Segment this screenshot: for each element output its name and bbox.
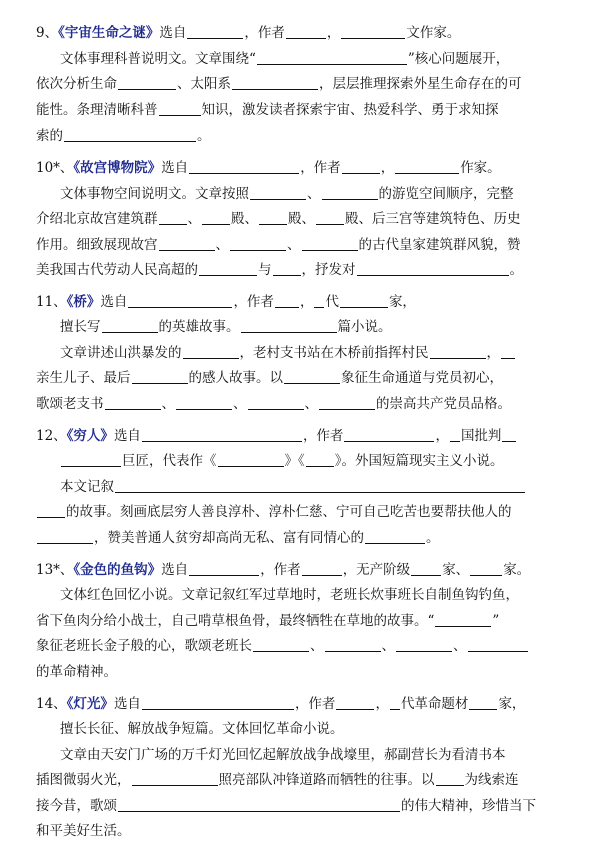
line-text: 家， — [388, 294, 416, 310]
line-text: ，作者 — [300, 160, 341, 176]
line-text: 。 — [197, 128, 211, 144]
text-line — [0, 72, 596, 96]
line-text: 擅长写 — [60, 319, 101, 335]
line-text: 的革命精神。 — [36, 664, 117, 680]
answer-blank[interactable] — [430, 343, 486, 359]
line-text: 的崇高共产党员品格。 — [376, 396, 511, 412]
text-line — [0, 717, 596, 741]
line-text: 。 — [509, 262, 523, 278]
answer-blank[interactable] — [132, 368, 188, 384]
line-text: 知识，激发读者探索宇宙、热爱科学、勇于求知探 — [201, 102, 499, 118]
line-text: 省下鱼肉分给小战士，自己啃草根鱼骨，最终牺牲在草地的故事。“ — [36, 613, 435, 629]
line-text: 国批判 — [460, 428, 502, 444]
line-text: ， — [326, 25, 341, 41]
line-text: 擅长长征、解放战争短篇。文体回忆革命小说。 — [60, 721, 344, 737]
line-text: 的感人故事。以 — [188, 370, 283, 386]
text-line — [0, 526, 596, 550]
text-line — [0, 768, 596, 792]
answer-blank[interactable] — [322, 184, 378, 200]
line-text: 选自 — [159, 25, 187, 41]
line-text: 文作家。 — [406, 25, 461, 41]
line-text: 、 — [381, 638, 395, 654]
answer-blank[interactable] — [159, 100, 201, 116]
answer-blank[interactable] — [411, 560, 441, 576]
text-line — [0, 743, 596, 767]
answer-blank[interactable] — [118, 796, 400, 812]
answer-blank[interactable] — [336, 694, 374, 710]
answer-blank[interactable] — [115, 477, 525, 493]
line-text: 、 — [453, 638, 467, 654]
line-text: ，抒发对 — [301, 262, 356, 278]
answer-blank[interactable] — [468, 636, 528, 652]
text-line — [0, 21, 596, 45]
line-text: 文章由天安门广场的万千灯光回忆起解放战争战壕里，郝副营长为看清书本 — [60, 747, 506, 763]
line-text: 介绍北京故宫建筑群 — [36, 211, 158, 227]
answer-blank[interactable] — [159, 235, 215, 251]
text-line — [0, 500, 596, 524]
text-line — [0, 182, 596, 206]
line-text: 代革命题材 — [400, 696, 469, 712]
line-text: 歌颂老支书 — [36, 396, 104, 412]
answer-blank[interactable] — [230, 235, 286, 251]
lesson-title: 《穷人》 — [66, 428, 114, 444]
answer-blank[interactable] — [365, 528, 425, 544]
line-text: 象征生命通道与党员初心， — [341, 370, 503, 386]
answer-blank[interactable] — [183, 343, 239, 359]
answer-blank[interactable] — [202, 209, 230, 225]
line-text: 、 — [307, 186, 321, 202]
answer-blank[interactable] — [390, 694, 400, 710]
line-text: 、 — [310, 638, 324, 654]
answer-blank[interactable] — [435, 611, 491, 627]
answer-blank[interactable] — [257, 49, 407, 65]
text-line — [0, 660, 596, 684]
answer-blank[interactable] — [189, 560, 259, 576]
answer-blank[interactable] — [102, 317, 158, 333]
line-text: 文体红色回忆小说。文章记叙红军过草地时，老班长炊事班长自制鱼钩钓鱼， — [60, 587, 519, 603]
answer-blank[interactable] — [286, 23, 326, 39]
line-text: ，作者 — [233, 294, 274, 310]
text-line — [0, 124, 596, 148]
answer-blank[interactable] — [314, 292, 324, 308]
line-text: 文体事理科普说明文。文章围绕“ — [60, 51, 256, 67]
lesson-title: 《灯光》 — [66, 696, 114, 712]
text-line — [0, 341, 596, 365]
line-text: 》《 — [284, 453, 305, 469]
line-text: 作用。细致展现故宫 — [36, 237, 158, 253]
line-text: 、 — [304, 396, 318, 412]
answer-blank[interactable] — [232, 74, 318, 90]
line-text: 代 — [325, 294, 339, 310]
line-text: ，赞美普通人贫穷却高尚无私、富有同情心的 — [94, 530, 364, 546]
answer-blank[interactable] — [342, 158, 380, 174]
line-text: 11、 — [36, 294, 67, 310]
text-line — [0, 392, 596, 416]
line-text: 、 — [233, 396, 247, 412]
line-text: 文章讲述山洪暴发的 — [60, 345, 182, 361]
line-text: 12、 — [36, 428, 67, 444]
line-text: 选自 — [113, 696, 141, 712]
line-text: 13*、 — [36, 562, 74, 578]
line-text: ， — [380, 160, 395, 176]
answer-blank[interactable] — [341, 23, 405, 39]
text-line — [0, 634, 596, 658]
lesson-title: 《故宫博物院》 — [73, 160, 162, 176]
answer-blank[interactable] — [142, 694, 294, 710]
line-text: 篇小说。 — [337, 319, 392, 335]
line-text: 依次分析生命 — [36, 76, 117, 92]
line-text: 接今昔，歌颂 — [36, 798, 117, 814]
line-text: 、 — [287, 237, 301, 253]
line-text: ，作者 — [244, 25, 285, 41]
answer-blank[interactable] — [128, 292, 232, 308]
text-line — [0, 98, 596, 122]
line-text: 的伟大精神，珍惜当下 — [401, 798, 536, 814]
answer-blank[interactable] — [436, 770, 464, 786]
line-text: 本文记叙 — [60, 479, 114, 495]
answer-blank[interactable] — [37, 502, 65, 518]
answer-blank[interactable] — [502, 426, 516, 442]
line-text: 选自 — [161, 160, 189, 176]
answer-blank[interactable] — [250, 184, 306, 200]
answer-blank[interactable] — [199, 260, 257, 276]
line-text: 家。 — [503, 562, 531, 578]
text-line — [0, 692, 596, 716]
text-line — [0, 449, 596, 473]
lesson-title: 《金色的鱼钩》 — [73, 562, 162, 578]
text-line — [0, 475, 596, 499]
line-text: ，层层推理探索外星生命存在的可 — [319, 76, 522, 92]
line-text: 殿、后三宫等建筑特色、历史 — [345, 211, 521, 227]
line-text: 、 — [161, 396, 175, 412]
line-text: 的英雄故事。 — [158, 319, 240, 335]
answer-blank[interactable] — [340, 292, 388, 308]
answer-blank[interactable] — [248, 394, 304, 410]
line-text: 选自 — [100, 294, 128, 310]
text-line — [0, 47, 596, 71]
text-line — [0, 290, 596, 314]
answer-blank[interactable] — [37, 528, 93, 544]
answer-blank[interactable] — [395, 158, 459, 174]
text-line — [0, 558, 596, 582]
line-text: ，作者 — [302, 428, 344, 444]
text-line — [0, 258, 596, 282]
answer-blank[interactable] — [306, 451, 334, 467]
answer-blank[interactable] — [469, 694, 497, 710]
line-text: ”核心问题展开， — [407, 51, 510, 67]
answer-blank[interactable] — [396, 636, 452, 652]
line-text: 的故事。刻画底层穷人善良淳朴、淳朴仁慈、宁可自己吃苦也要帮扶他人的 — [66, 504, 512, 520]
line-text: 亲生儿子、最后 — [36, 370, 131, 386]
text-line — [0, 424, 596, 448]
answer-blank[interactable] — [319, 394, 375, 410]
answer-blank[interactable] — [325, 636, 381, 652]
answer-blank[interactable] — [273, 260, 301, 276]
answer-blank[interactable] — [241, 317, 337, 333]
text-line — [0, 609, 596, 633]
line-text: 殿、 — [231, 211, 258, 227]
line-text: ， — [435, 428, 449, 444]
answer-blank[interactable] — [142, 426, 302, 442]
line-text: 》。外国短篇现实主义小说。 — [334, 453, 504, 469]
line-text: 殿、 — [288, 211, 315, 227]
line-text: 家， — [498, 696, 526, 712]
answer-blank[interactable] — [284, 368, 340, 384]
answer-blank[interactable] — [302, 560, 342, 576]
line-text: 照亮部队冲锋道路而牺牲的往事。以 — [218, 772, 435, 788]
answer-blank[interactable] — [253, 636, 309, 652]
answer-blank[interactable] — [259, 209, 287, 225]
answer-blank[interactable] — [132, 770, 218, 786]
line-text: 作家。 — [460, 160, 501, 176]
line-text: 索的 — [36, 128, 63, 144]
answer-blank[interactable] — [470, 560, 502, 576]
line-text: 文体事物空间说明文。文章按照 — [60, 186, 249, 202]
line-text: 、 — [187, 211, 201, 227]
line-text: 9、 — [36, 25, 59, 41]
line-text: 、太阳系 — [177, 76, 231, 92]
line-text: 美我国古代劳动人民高超的 — [36, 262, 198, 278]
line-text: 和平美好生活。 — [36, 823, 131, 839]
line-text: ， — [375, 696, 389, 712]
line-text: 10*、 — [36, 160, 74, 176]
line-text: ，老村支书站在木桥前指挥村民 — [239, 345, 429, 361]
line-text: 选自 — [113, 428, 141, 444]
line-text: ，无产阶级 — [342, 562, 411, 578]
answer-blank[interactable] — [302, 235, 358, 251]
answer-blank[interactable] — [118, 74, 176, 90]
text-line — [0, 583, 596, 607]
text-line — [0, 366, 596, 390]
text-line — [0, 156, 596, 180]
line-text: 家、 — [442, 562, 470, 578]
line-text: 选自 — [161, 562, 189, 578]
lesson-title: 《宇宙生命之谜》 — [58, 25, 160, 41]
line-text: 为线索连 — [464, 772, 519, 788]
text-line — [0, 315, 596, 339]
line-text: 与 — [258, 262, 272, 278]
answer-blank[interactable] — [357, 260, 509, 276]
line-text: 的古代皇家建筑群风貌，赞 — [358, 237, 521, 253]
answer-blank[interactable] — [344, 426, 434, 442]
text-line — [0, 819, 596, 843]
answer-blank[interactable] — [189, 158, 299, 174]
answer-blank[interactable] — [159, 209, 187, 225]
answer-blank[interactable] — [450, 426, 460, 442]
line-text: 、 — [215, 237, 229, 253]
line-text: ，作者 — [294, 696, 336, 712]
answer-blank[interactable] — [316, 209, 344, 225]
line-text: ” — [492, 613, 500, 629]
line-text: 的游览空间顺序，完整 — [378, 186, 514, 202]
answer-blank[interactable] — [218, 451, 284, 467]
line-text: 象征老班长金子般的心，歌颂老班长 — [36, 638, 252, 654]
line-text: 能性。条理清晰科普 — [36, 102, 158, 118]
line-text: 巨匠，代表作《 — [122, 453, 217, 469]
answer-blank[interactable] — [176, 394, 232, 410]
line-text: ， — [299, 294, 314, 310]
line-text: 14、 — [36, 696, 67, 712]
text-line — [0, 207, 596, 231]
line-text: 插图微弱火光， — [36, 772, 131, 788]
answer-blank[interactable] — [501, 343, 515, 359]
line-text: 。 — [426, 530, 440, 546]
line-text: ，作者 — [260, 562, 301, 578]
line-text: ， — [486, 345, 500, 361]
answer-blank[interactable] — [275, 292, 299, 308]
text-line — [0, 233, 596, 257]
answer-blank[interactable] — [61, 451, 121, 467]
answer-blank[interactable] — [187, 23, 243, 39]
answer-blank[interactable] — [64, 126, 196, 142]
lesson-title: 《桥》 — [66, 294, 101, 310]
text-line — [0, 794, 596, 818]
answer-blank[interactable] — [105, 394, 161, 410]
